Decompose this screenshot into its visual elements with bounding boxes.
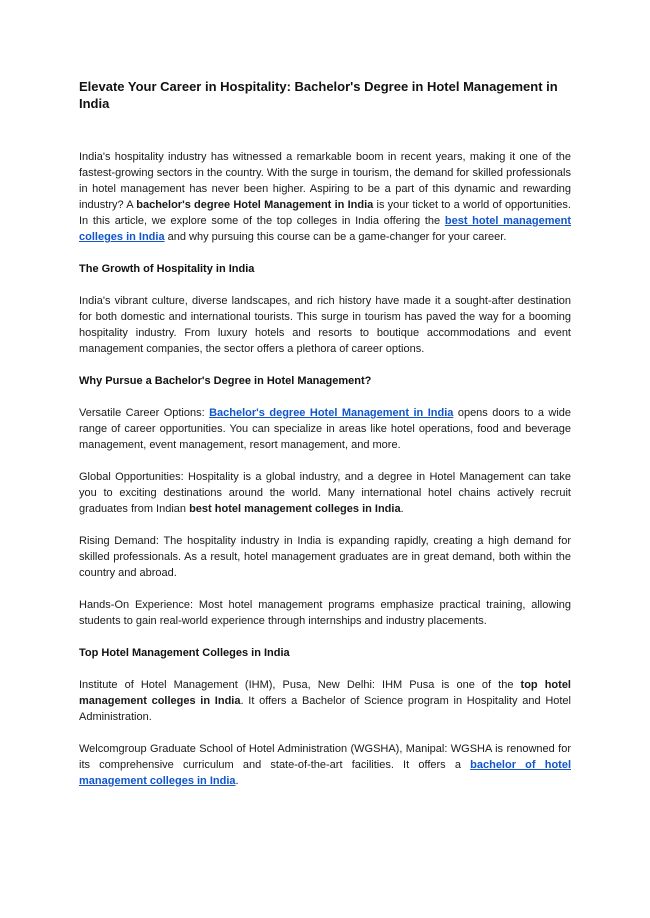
wgsha-text-2: . (235, 775, 239, 787)
versatile-paragraph (79, 405, 571, 453)
ihm-text-2: . It offers a Bachelor of Science program in Hospitality and Hotel Administration. (79, 695, 571, 723)
intro-paragraph (79, 149, 571, 245)
best-colleges-link[interactable]: best hotel management colleges in India (79, 215, 572, 243)
why-heading: Why Pursue a Bachelor's Degree in Hotel Management? (79, 375, 372, 387)
intro-text-1: India's hospitality industry has witnessed a remarkable boom in recent years, making it one of the fastest-growing sectors in the country. With the surge in tourism, the demand for skilled professionals in hotel management has never been higher. Aspiring to be a part of this dynamic and rewarding industry? A (79, 151, 571, 211)
versatile-text-1: Versatile Career Options: (79, 407, 210, 419)
page-title: Elevate Your Career in Hospitality: Bachelor's Degree in Hotel Management in India (79, 79, 558, 111)
global-text-2: . (400, 503, 404, 515)
bachelor-hotel-management-link[interactable]: bachelor of hotel management colleges in India (79, 759, 571, 787)
wgsha-text-1: Welcomgroup Graduate School of Hotel Administration (WGSHA), Manipal: WGSHA is renowned for its comprehensive curriculum and state-of-the-art facilities. It offers a (79, 743, 571, 771)
intro-text-2: is your ticket to a world of opportunities. In this article, we explore some of the top colleges in India offering the (79, 199, 571, 227)
ihm-bold-keyword: top hotel management colleges in India (79, 679, 571, 707)
ihm-paragraph (79, 677, 571, 725)
global-paragraph (79, 469, 571, 517)
growth-paragraph: India's vibrant culture, diverse landscapes, and rich history have made it a sought-after destination for both domestic and international tourists. This surge in tourism has paved the way for a booming hospitality industry. From luxury hotels and resorts to boutique accommodations and event management companies, the sector offers a plethora of career options. (79, 295, 571, 355)
hands-on-paragraph: Hands-On Experience: Most hotel management programs emphasize practical training, allowing students to gain real-world experience through internships and industry placements. (79, 599, 571, 627)
intro-text-3: and why pursuing this course can be a game-changer for your career. (164, 231, 507, 243)
rising-demand-paragraph: Rising Demand: The hospitality industry in India is expanding rapidly, creating a high demand for skilled professionals. As a result, hotel management graduates are in great demand, both within the country and abroad. (79, 535, 571, 579)
top-colleges-heading: Top Hotel Management Colleges in India (79, 647, 290, 659)
versatile-text-2: opens doors to a wide range of career opportunities. You can specialize in areas like hotel operations, food and beverage management, event management, resort management, and more. (79, 407, 572, 451)
global-bold-keyword: best hotel management colleges in India (189, 503, 401, 515)
intro-bold-keyword: bachelor's degree Hotel Management in India (136, 199, 374, 211)
ihm-text-1: Institute of Hotel Management (IHM), Pusa, New Delhi: IHM Pusa is one of the (79, 679, 521, 691)
global-text-1: Global Opportunities: Hospitality is a global industry, and a degree in Hotel Management can take you to exciting destinations around the world. Many international hotel chains actively recruit graduates from Indian (79, 471, 571, 515)
wgsha-paragraph (79, 741, 571, 789)
growth-heading: The Growth of Hospitality in India (79, 263, 255, 275)
bachelors-degree-link[interactable]: Bachelor's degree Hotel Management in India (209, 407, 454, 419)
